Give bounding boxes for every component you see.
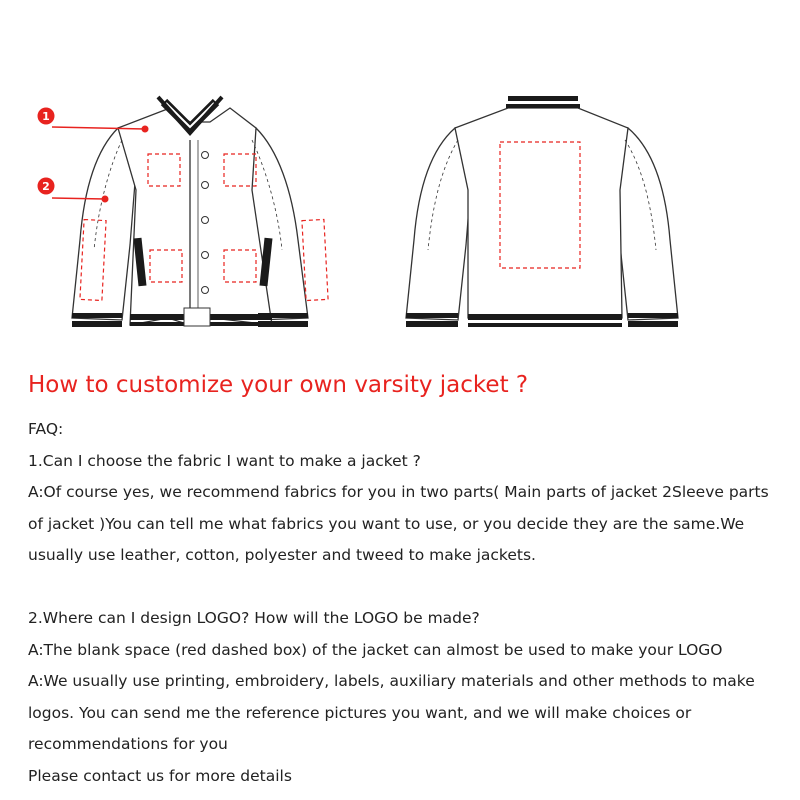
callout-1-label: 1: [42, 110, 50, 123]
faq-label: FAQ:: [28, 420, 64, 438]
callout-2-label: 2: [42, 180, 50, 193]
jacket-back: [406, 108, 678, 320]
faq-answer-1: A:Of course yes, we recommend fabrics for you in two parts( Main parts of jacket 2Sleeve parts of jacket )You can tell me what fabrics you want to use, or you decide they are the same.We usually use leather, cotton, polyester and tweed to make jackets.: [28, 483, 769, 564]
faq-question-1: 1.Can I choose the fabric I want to make a jacket ?: [28, 451, 421, 470]
faq-answer-2-1: A:The blank space (red dashed box) of the jacket can almost be used to make your LOGO: [28, 640, 723, 659]
jacket-front: [72, 108, 308, 325]
spacer: [28, 572, 788, 604]
faq-question-2: 2.Where can I design LOGO? How will the LOGO be made?: [28, 609, 480, 627]
callout-1: [38, 108, 149, 133]
page-title: How to customize your own varsity jacket ?: [28, 372, 529, 398]
faq-section: [28, 414, 788, 792]
jacket-illustration: [0, 0, 800, 360]
jacket-back-collar: [506, 96, 580, 108]
faq-answer-2-2: A:We usually use printing, embroidery, labels, auxiliary materials and other methods to make logos. You can send me the reference pictures you want, and we will make choices or recommendations for you: [28, 672, 755, 753]
contact-note: Please contact us for more details: [28, 766, 292, 785]
